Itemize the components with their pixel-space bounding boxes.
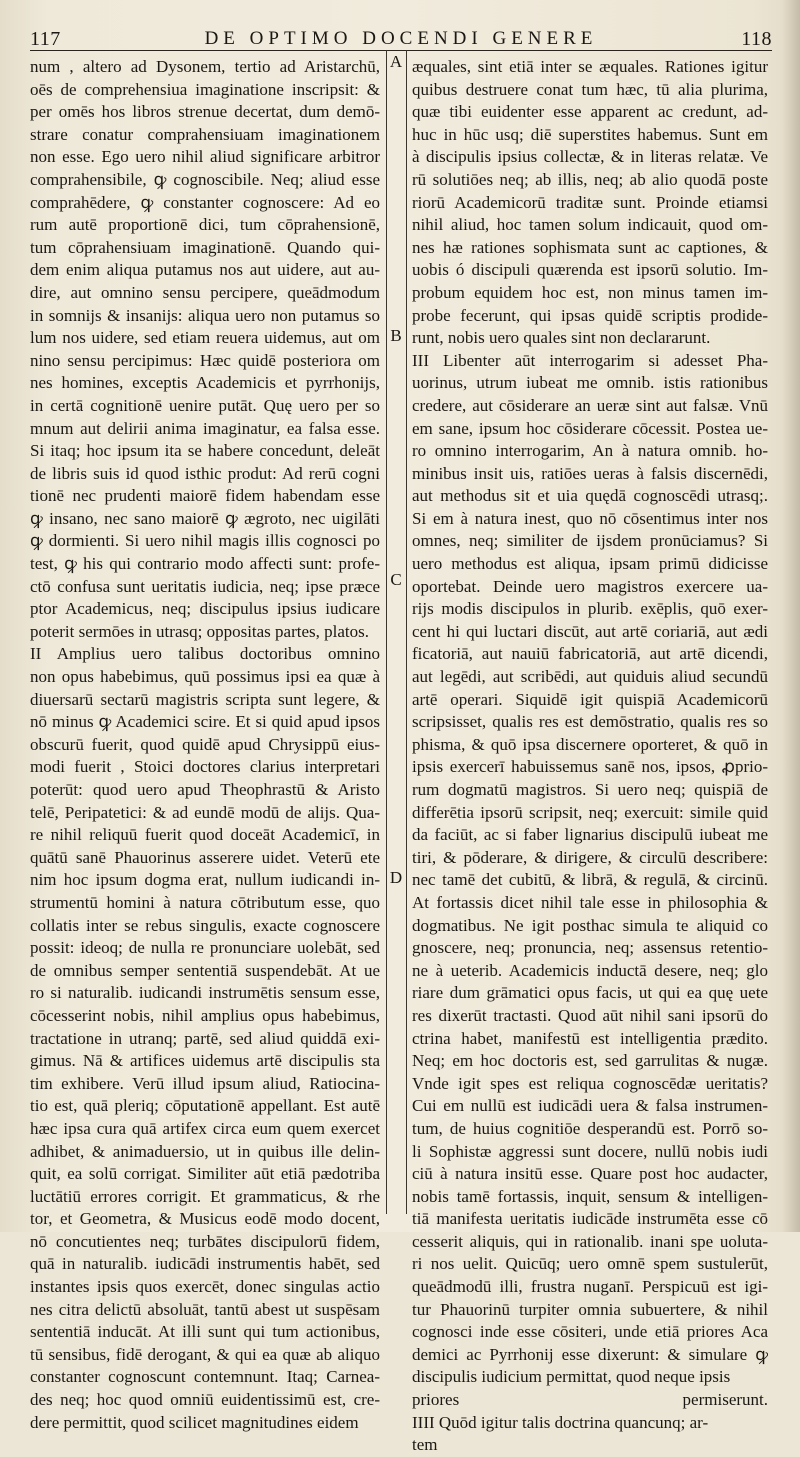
text-line: differētia ipsorū scripsit, neq; exercuit: simile quid <box>412 802 768 822</box>
text-line: tiri, & pōderare, & dirigere, & circulū describere: <box>412 847 768 867</box>
right-text-column <box>412 56 768 1457</box>
text-line: cesserit aliquis, qui in rationalib. inani spe uoluta- <box>412 1231 768 1251</box>
text-line: uobis ó discipuli quærenda est ipsorū solutio. Im- <box>412 260 768 280</box>
page-header <box>30 24 772 51</box>
text-line: queādmodū illi, frustra nuganī. Perspicuū est igi- <box>412 1277 768 1297</box>
text-line: strare conatur comprahensiuam imaginationem <box>30 124 380 144</box>
text-line: diuersarū sectarū magistris scripta sunt legere, & <box>30 689 380 709</box>
text-line: tionē nec prudenti maiorē fidem habendam esse <box>30 486 380 506</box>
text-line: res dixerūt tractasti. Quod aūt nihil sani ipsorū do <box>412 1005 768 1025</box>
text-line: Neq; em hoc doctoris est, sed garrulitas & nugæ. <box>412 1051 768 1071</box>
text-line: cent hi qui luctari discūt, aut artē coriariā, aut ædi <box>412 621 768 641</box>
text-line: aut legēdi, aut scribēdi, aut quiduis aliud secundū <box>412 667 768 687</box>
text-line: dere permittit, quod scilicet magnitudines eidem <box>30 1412 359 1432</box>
text-line: comprahensibile, ꝙ cognoscibile. Neq; aliud esse <box>30 169 380 189</box>
text-line: modi fuerit , Stoici doctores clarius interpretari <box>30 757 380 777</box>
text-line: priores permiserunt. <box>412 1390 768 1410</box>
text-line: nes citra delictū absoluāt, tantū abest ut suspēsam <box>30 1299 380 1319</box>
text-line: possit: ideoq; de nulla re pronunciare uolebāt, sed <box>30 938 380 958</box>
text-line: æquales, sint etiā inter se æquales. Rationes igitur <box>412 57 768 76</box>
text-line: discipulis iudicium permittat, quod neque ipsis <box>412 1367 731 1387</box>
left-text-column <box>30 56 380 1434</box>
text-line: Vnde igit spes est reliqua cognoscēdæ ueritatis? <box>412 1073 768 1093</box>
text-line: dem enim aliqua putamus nos aut uidere, aut au- <box>30 260 380 280</box>
running-title: DE OPTIMO DOCENDI GENERE <box>204 28 598 49</box>
text-line: artē operari. Siquidē igit quispiā Academicorū <box>412 689 768 709</box>
text-line: nim hoc ipsum dogma erat, nullum iudicandi in- <box>30 870 380 890</box>
text-line: lum nos uidere, sed etiam reuera uidemus, aut om <box>30 328 380 348</box>
text-line: sententiā inducāt. At illi sunt qui tum actionibus, <box>30 1322 380 1342</box>
text-line: At fortassis dicet nihil tale esse in philosophia & <box>412 892 768 912</box>
text-line: ne à ueterib. Academicis inductā desere, neq; glo <box>412 960 768 980</box>
page-edge-shadow <box>782 0 800 1232</box>
text-line: in somnijs & insanijs: aliqua uero non putamus so <box>30 305 380 325</box>
text-line: runt, nobis uero quales sint non declararunt. <box>412 328 711 348</box>
text-line: adhibet, & animaduersio, ut in quibus ille delin- <box>30 1141 380 1161</box>
text-line: ctrina habet, manifestū est intelligentia prædito. <box>412 1028 768 1048</box>
text-line: ciū à natura insitū esse. Quare post hoc audacter, <box>412 1164 768 1184</box>
text-line: rum autē proportionē dici, tum cōprahensionē, <box>30 215 380 235</box>
text-line: Si em à natura inest, quo nō cōsentimus inter nos <box>412 508 768 528</box>
text-line: III Libenter aūt interrogarim si adesset Pha- <box>412 350 768 370</box>
text-line: riorū Academicorū traditæ sunt. Proinde etiamsi <box>412 192 768 212</box>
text-line: tum cōprahensiuam imaginationē. Quando qui- <box>30 237 380 257</box>
text-line: quātū sanē Phauorinus asserere uidet. Veterū ete <box>30 847 380 867</box>
margin-letter-b: B <box>390 326 402 345</box>
text-line: credere, aut cōsiderare an ueræ sint aut falsæ. Vnū <box>412 395 768 415</box>
text-line: ipsis exercerī habuissemus sanē nos, ipsos, ꝓprio- <box>412 757 768 777</box>
text-line: omnes, neq; similiter de ijsdem pronūciamus? Si <box>412 531 768 551</box>
text-line: ꝙ insano, nec sano maiorē ꝙ ægroto, nec uigilāti <box>30 508 380 528</box>
text-line: da faciūt, ac si faber lignarius discipulū iubeat me <box>412 825 768 845</box>
text-line: IIII Quōd igitur talis doctrina quancunq; ar- <box>412 1412 709 1432</box>
text-line: nobis tamē fortassis, inquit, sensum & intelligen- <box>412 1186 768 1206</box>
text-line: poterit sermōes in utrasq; oppositas partes, platos. <box>30 621 369 641</box>
text-line: luctātiū errores corrigit. Et grammaticus, & rhe <box>30 1186 380 1206</box>
text-line: nō concutientes neq; turbātes discipulorū fidem, <box>30 1231 380 1251</box>
text-line: non esse. Ego uero nihil aliud significare arbitror <box>30 147 380 167</box>
text-line: phisma, & quō ipsa discernere oporteret, & quō in <box>412 734 768 754</box>
text-line: dire, aut omnino sensu percipere, queādmodum <box>30 282 380 302</box>
text-line: de omnibus semper sententiā suspendebāt. At ue <box>30 960 380 980</box>
text-line: ptor Academicus, neq; discipulus ipsius iudicare <box>30 599 380 619</box>
text-line: test, ꝙ his qui contrario modo affecti sunt: profe- <box>30 554 380 574</box>
page-number-right: 118 <box>741 28 772 50</box>
text-line: de libris suis id quod isthic produt: Ad rerū cogni <box>30 463 380 483</box>
text-line: dogmatibus. Ne igit posthac simula te aliquid co <box>412 915 768 935</box>
text-line: li Sophistæ aggressi sunt docere, nullū nobis iudi <box>412 1141 768 1161</box>
text-line: nō minus ꝙ Academici scire. Et si quid apud ipsos <box>30 712 380 732</box>
text-line: quæ tibi euidenter esse apparent ac credunt, ad- <box>412 102 768 122</box>
text-line: obscurū fuerit, quod quidē apud Chrysippū eius- <box>30 734 380 754</box>
text-line: comprahēdere, ꝙ constanter cognoscere: Ad eo <box>30 192 380 212</box>
text-line: quā in naturalib. iudicādi instrumentis habēt, sed <box>30 1254 380 1274</box>
text-line: riare dum grāmatici opus facis, ut qui ea quę uete <box>412 983 768 1003</box>
text-line: em sane, ipsum hoc cōsiderare cōcessit. Postea ue- <box>412 418 768 438</box>
page-number-left: 117 <box>30 28 61 50</box>
text-line: collatis inter se rebus singulis, exacte cognoscere <box>30 915 380 935</box>
text-line: Si itaq; hoc ipsum ita se habere concedunt, deleāt <box>30 441 380 461</box>
text-line: ro si naturalib. iudicandi instrumētis sensum esse, <box>30 983 380 1003</box>
column-rule-left <box>386 50 387 1214</box>
text-line: tiā manifesta ueritatis iudicāde instrumēta esse cō <box>412 1209 768 1229</box>
margin-letter-a: A <box>389 52 403 71</box>
text-line: nec tamē det cubitū, & librā, & regulā, & circinū. <box>412 870 768 890</box>
text-line: tū sensibus, fidē derogant, & qui ea quæ ab aliquo <box>30 1344 380 1364</box>
text-line: nihil aliud, hoc tamen solum indicauit, quod om- <box>412 215 768 235</box>
text-line: telē, Peripatetici: & ad eundē modū de alijs. Qua- <box>30 802 380 822</box>
text-line: in certā cognitionē uenire putāt. Quę uero per so <box>30 395 380 415</box>
text-line: per omēs hos libros strenue decertat, dum demō- <box>30 102 380 122</box>
text-line: rū solutiōes neq; ab illis, neq; ab alio quodā poste <box>412 169 768 189</box>
text-line: oēs de comprehensiua imaginatione inscripsit: & <box>30 79 380 99</box>
text-line: II Amplius uero talibus doctoribus omnino <box>30 644 380 664</box>
text-line: ficatoriā, aut nauiū fabricatoriā, aut artē dicendi, <box>412 644 768 664</box>
text-line: tio est, quā pleriq; cōputationē appellant. Est autē <box>30 1096 380 1116</box>
text-line: tem <box>412 1435 438 1455</box>
text-line: ri nos uelit. Quicūq; uero omnē spem sustulerūt, <box>412 1254 768 1274</box>
text-line: tum, de huius cognitiōe desperandū est. Porrō so- <box>412 1118 768 1138</box>
text-line: nes homines, exceptis Academicis et pyrrhonijs, <box>30 373 380 393</box>
text-line: ctō confusa sunt ueritatis iudicia, neq; ipse præce <box>30 576 380 596</box>
text-line: ro omnino interrogarim, An à natura omnib. ho- <box>412 441 768 461</box>
margin-letter-d: D <box>389 868 403 887</box>
text-line: instantes ipsis quos exercēt, donec singulas actio <box>30 1277 380 1297</box>
text-line: tur Phauorinū turpiter omnia subuertere, & nihil <box>412 1299 768 1319</box>
text-line: aut methodus sit et uia quędā cognoscēdi utrasq;. <box>412 486 768 506</box>
text-line: tractatione in utranq; partē, sed aliud quiddā exi- <box>30 1028 380 1048</box>
text-line: minibus insit uis, ratiōes ueras à falsis discernēdi, <box>412 463 768 483</box>
text-line: non opus habebimus, quū possimus ipsi ea quæ à <box>30 667 380 687</box>
column-rule-right <box>406 50 407 1214</box>
text-line: gimus. Nā & artifices uidemus artē discipulis sta <box>30 1051 380 1071</box>
text-line: gnoscere, neq; pronuncia, neq; assensus retentio- <box>412 938 768 958</box>
text-line: poterūt: quod uero apud Theophrastū & Aristo <box>30 780 380 799</box>
text-line: tim exhibere. Verū illud ipsum aliud, Ratiocina- <box>30 1073 380 1093</box>
text-line: uero methodus est aliqua, ipsam primū didicisse <box>412 554 768 574</box>
text-line: uorinus, utrum iubeat me omnib. istis rationibus <box>412 373 768 393</box>
text-line: Cui em nullū est iudicādi uera & falsa instrumen- <box>412 1096 768 1116</box>
text-line: num , altero ad Dysonem, tertio ad Aristarchū, <box>30 57 380 76</box>
margin-letter-c: C <box>390 570 402 589</box>
text-line: nino sensu percipimus: Hæc quidē posteriora om <box>30 350 380 370</box>
text-line: hæc ipsa cura quā artifex circa eum quem exercet <box>30 1118 380 1138</box>
text-line: quibus destruere conat tum hæc, tū alia plurima, <box>412 79 768 99</box>
text-line: mnum aut delirii anima imaginatur, ea falsa esse. <box>30 418 380 438</box>
text-line: à discipulis ipsius collectæ, & in literas relatæ. Ve <box>412 147 768 167</box>
text-line: strumentū homini à natura cōtributum esse, quo <box>30 892 380 912</box>
text-line: tor, et Geometra, & Musicus eodē modo docent, <box>30 1209 380 1229</box>
text-line: rijs modis discipulos in plurib. exēplis, quō exer- <box>412 599 768 619</box>
text-line: cōcesserint nobis, nihil amplius opus habebimus, <box>30 1005 380 1025</box>
text-line: quit, ea solū corrigat. Similiter aūt etiā pædotriba <box>30 1164 380 1184</box>
text-line: cognosci inde esse cōsiteri, unde etiā priores Aca <box>412 1322 768 1342</box>
text-line: huc in hūc usq; diē superstites habemus. Sunt em <box>412 124 768 144</box>
text-line: ꝙ dormienti. Si uero nihil magis illis cognosci po <box>30 531 380 551</box>
text-line: oportebat. Deinde uero magistros exercere ua- <box>412 576 768 596</box>
text-line: demici ac Pyrrhonij esse dixerunt: & simulare ꝙ <box>412 1344 768 1364</box>
text-line: scripsisset, qualis res est demōstratio, qualis res so <box>412 712 768 732</box>
text-line: rum dogmatū magistros. Si uero neq; quispiā de <box>412 780 768 799</box>
text-line: nes hæ rationes sophismata sunt ac captiones, & <box>412 237 768 257</box>
text-line: constanter cognoscunt contemnunt. Itaq; Carnea- <box>30 1367 380 1387</box>
text-line: des neq; hoc quod omniū euidentissimū est, cre- <box>30 1390 380 1410</box>
text-line: re nihil reliquū fuerit quod doceāt Academicī, in <box>30 825 380 845</box>
text-line: probe fecerunt, qui ipsas quidē scriptis prodide- <box>412 305 768 325</box>
text-line: probum equidem hoc est, non minus tamen im- <box>412 282 768 302</box>
